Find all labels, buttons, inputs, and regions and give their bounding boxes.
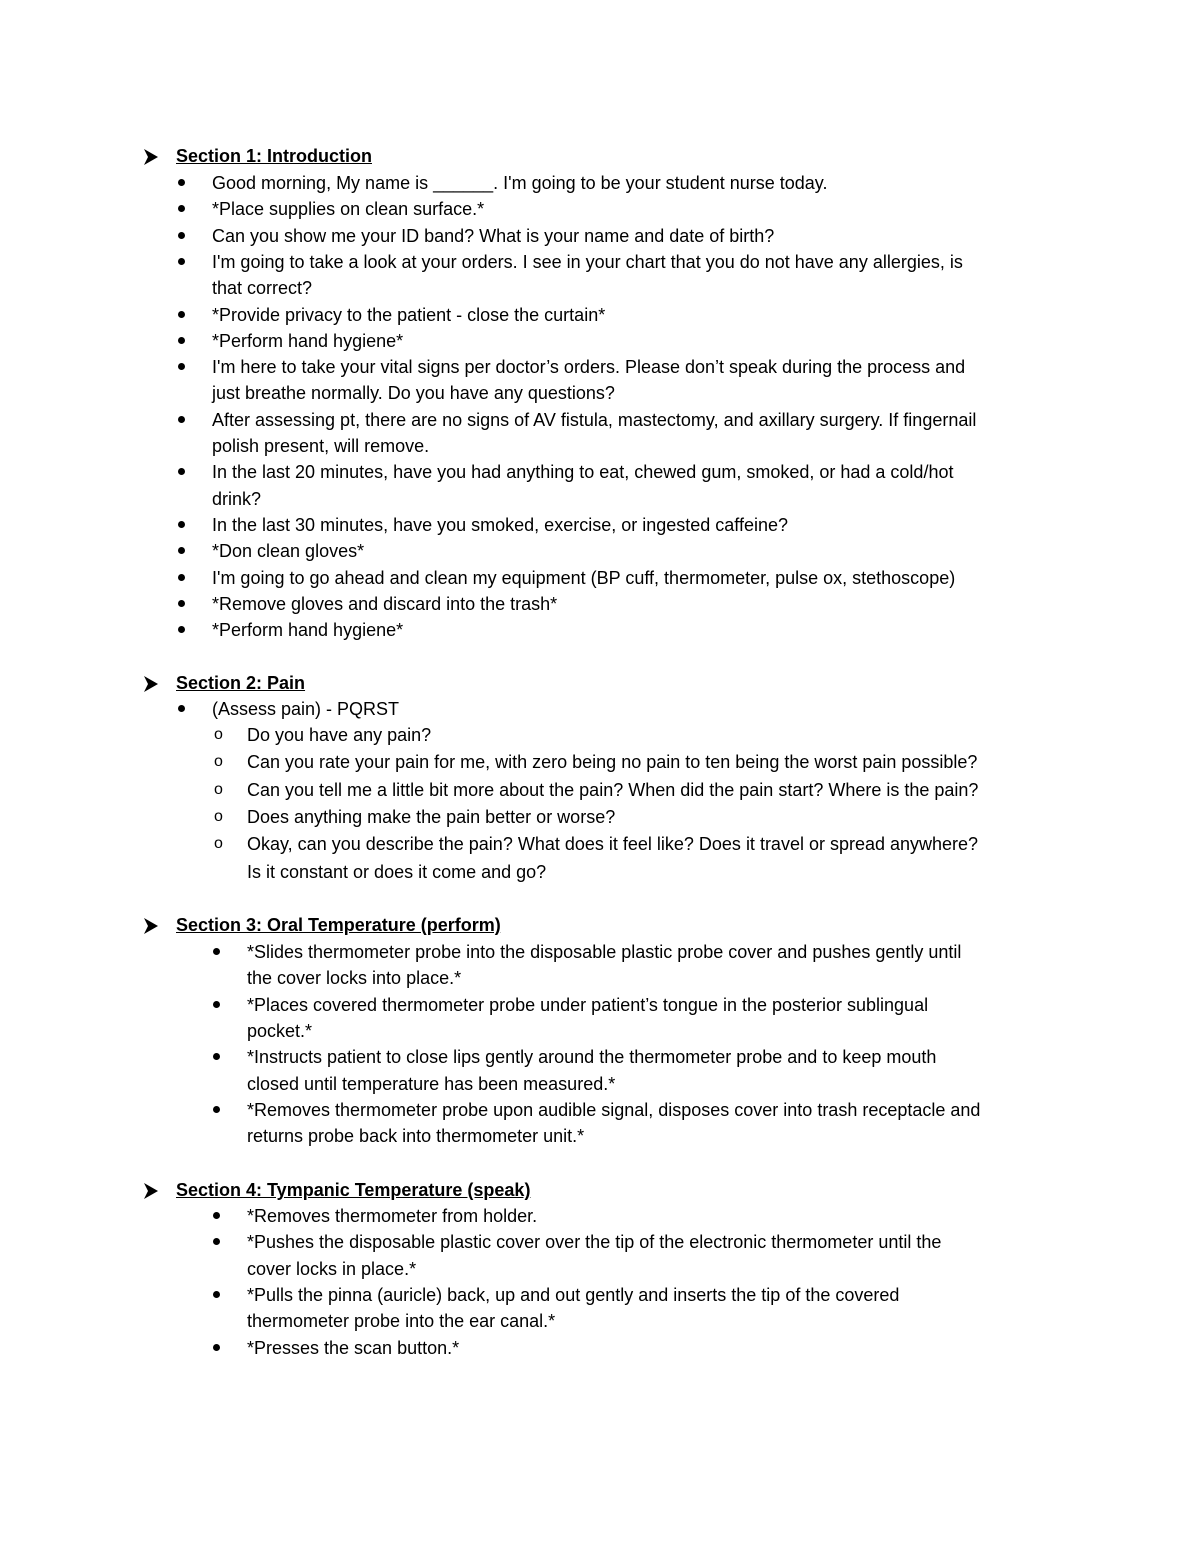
bullet-icon: [213, 1001, 220, 1008]
section-heading: Section 2: Pain: [176, 673, 306, 693]
sub-bullet-icon: o: [214, 726, 223, 743]
list-item-text: (Assess pain) - PQRST: [212, 699, 400, 719]
list-item-text: closed until temperature has been measured.*: [247, 1073, 616, 1094]
sub-bullet-icon: o: [214, 835, 223, 853]
list-item-text: polish present, will remove.: [212, 436, 430, 456]
sub-list-item-text: Does anything make the pain better or worse?: [247, 806, 616, 827]
section-heading: Section 3: Oral Temperature (perform): [176, 915, 501, 935]
list-item-text: In the last 30 minutes, have you smoked, exercise, or ingested caffeine?: [212, 514, 788, 535]
list-item-text: *Slides thermometer probe into the disposable plastic probe cover and pushes gently until: [247, 942, 962, 962]
sub-bullet-icon: o: [214, 807, 223, 825]
list-item-text: *Provide privacy to the patient - close the curtain*: [212, 304, 606, 325]
sub-list-item-text: Is it constant or does it come and go?: [247, 861, 547, 882]
sub-list-item-text: Can you rate your pain for me, with zero being no pain to ten being the worst pain possible?: [247, 752, 978, 773]
bullet-icon: [178, 468, 185, 475]
bullet-icon: [213, 1291, 220, 1298]
bullet-icon: [178, 258, 185, 265]
bullet-icon: [178, 363, 185, 370]
sub-bullet-icon: o: [214, 753, 223, 771]
list-item-text: After assessing pt, there are no signs of AV fistula, mastectomy, and axillary surgery. If fingernail: [212, 409, 977, 430]
bullet-icon: [178, 600, 185, 607]
bullet-icon: [213, 948, 220, 955]
bullet-icon: [178, 232, 185, 239]
list-item-text: In the last 20 minutes, have you had anything to eat, chewed gum, smoked, or had a cold/hot: [212, 462, 954, 483]
list-item-text: *Remove gloves and discard into the trash*: [212, 593, 558, 614]
sub-list-item-text: Okay, can you describe the pain? What does it feel like? Does it travel or spread anywhere?: [247, 834, 979, 855]
bullet-icon: [178, 705, 185, 712]
list-item-text: *Pulls the pinna (auricle) back, up and out gently and inserts the tip of the covered: [247, 1284, 900, 1305]
bullet-icon: [178, 205, 185, 212]
sub-list-item-text: Do you have any pain?: [247, 725, 432, 745]
list-item-text: *Place supplies on clean surface.*: [212, 199, 485, 220]
list-item-text: *Presses the scan button.*: [247, 1337, 460, 1358]
list-item-text: I'm going to take a look at your orders. I see in your chart that you do not have any allergies, is: [212, 251, 963, 272]
list-item-text: just breathe normally. Do you have any questions?: [212, 383, 615, 404]
bullet-icon: [178, 521, 185, 528]
bullet-icon: [213, 1344, 220, 1351]
list-item-text: drink?: [212, 488, 262, 509]
arrow-bullet-icon: [143, 917, 159, 935]
list-item-text: *Places covered thermometer probe under patient’s tongue in the posterior sublingual: [247, 994, 929, 1015]
section-heading: Section 1: Introduction: [176, 146, 372, 166]
bullet-icon: [178, 547, 185, 554]
sub-bullet-icon: o: [214, 780, 223, 798]
section-heading: Section 4: Tympanic Temperature (speak): [176, 1180, 531, 1200]
list-item-text: *Pushes the disposable plastic cover over the tip of the electronic thermometer until the: [247, 1232, 942, 1253]
bullet-icon: [178, 416, 185, 423]
list-item-text: *Instructs patient to close lips gently around the thermometer probe and to keep mouth: [247, 1047, 937, 1068]
bullet-icon: [213, 1106, 220, 1113]
bullet-icon: [178, 179, 185, 186]
bullet-icon: [178, 311, 185, 318]
list-item-text: *Removes thermometer from holder.: [247, 1206, 538, 1226]
bullet-icon: [213, 1238, 220, 1245]
bullet-icon: [178, 574, 185, 581]
arrow-bullet-icon: [143, 675, 159, 693]
list-item-text: thermometer probe into the ear canal.*: [247, 1311, 556, 1332]
arrow-bullet-icon: [143, 1182, 159, 1200]
bullet-icon: [213, 1053, 220, 1060]
list-item-text: pocket.*: [247, 1020, 313, 1041]
list-item-text: I'm here to take your vital signs per doctor’s orders. Please don’t speak during the process and: [212, 357, 966, 378]
bullet-icon: [213, 1212, 220, 1219]
list-item-text: *Don clean gloves*: [212, 541, 365, 562]
sub-list-item-text: Can you tell me a little bit more about the pain? When did the pain start? Where is the pain?: [247, 779, 979, 800]
bullet-icon: [178, 626, 185, 633]
list-item-text: the cover locks into place.*: [247, 968, 462, 989]
list-item-text: Can you show me your ID band? What is your name and date of birth?: [212, 225, 775, 246]
list-item-text: that correct?: [212, 278, 313, 299]
list-item-text: returns probe back into thermometer unit.*: [247, 1126, 585, 1147]
bullet-icon: [178, 337, 185, 344]
list-item-text: *Removes thermometer probe upon audible signal, disposes cover into trash receptacle and: [247, 1099, 981, 1120]
list-item-text: I'm going to go ahead and clean my equipment (BP cuff, thermometer, pulse ox, stethoscope): [212, 567, 956, 588]
list-item-text: cover locks in place.*: [247, 1258, 417, 1279]
list-item-text: *Perform hand hygiene*: [212, 620, 404, 641]
arrow-bullet-icon: [143, 148, 159, 166]
list-item-text: Good morning, My name is ______. I'm going to be your student nurse today.: [212, 173, 828, 193]
list-item-text: *Perform hand hygiene*: [212, 330, 404, 351]
